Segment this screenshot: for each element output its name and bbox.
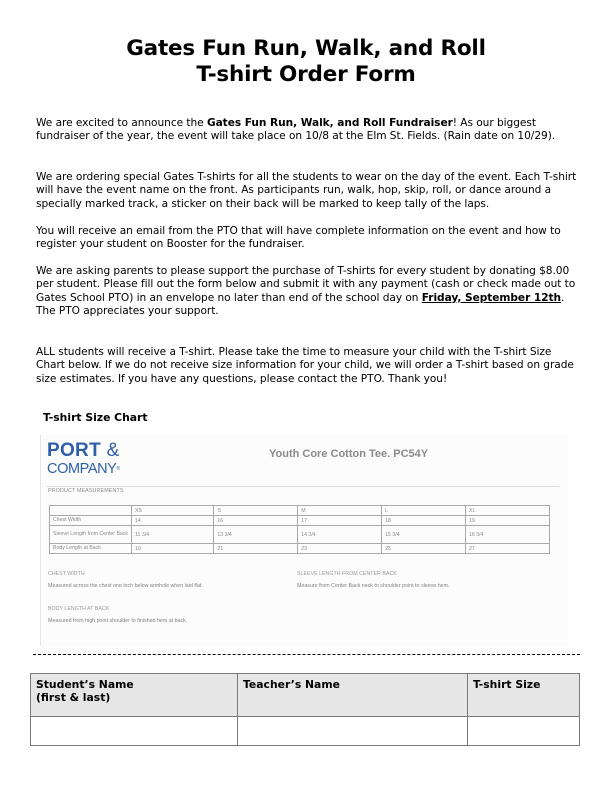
sleeve-length-heading: SLEEVE LENGTH FROM CENTER BACK [297,571,397,577]
order-entry-row [31,717,580,746]
size-cell: 18 [382,516,466,526]
student-name-header [31,674,238,717]
size-cell: 17 [298,516,382,526]
student-name-sublabel: (first & last) [36,691,111,704]
size-header-blank [50,506,132,516]
size-header-cell: S [214,506,298,516]
size-cell: 16 [214,516,298,526]
student-name-field[interactable] [31,717,238,746]
intro-paragraph [36,117,581,144]
size-header-cell: L [382,506,466,516]
logo-registered: ® [116,466,120,473]
donation-paragraph [36,265,581,319]
size-header-cell: XS [132,506,214,516]
page-title [0,36,612,88]
size-cell: 15 3/4 [382,526,466,544]
intro-text-rest: ! As our biggest fundraiser of the year, the event will take place on 10/8 at the Elm St. Fields. (Rain date on 10/29). [36,117,556,143]
intro-text: We are excited to announce the [36,117,207,129]
body-length-text: Measured from high point shoulder to finished hem at back. [48,618,188,624]
donation-text-rest: . The PTO appreciates your support. [36,291,565,318]
cut-line [33,654,580,655]
tshirt-paragraph: We are ordering special Gates T-shirts for all the students to wear on the day of the event. Each T-shirt will have the event name on the front. As participants run, walk, hop, skip, roll, or dance around a specially marked track, a sticker on their back will be marked to keep tally of the laps. [36,171,577,210]
size-header-cell: M [298,506,382,516]
chest-width-heading: CHEST WIDTH [48,571,85,577]
size-table [49,505,550,554]
size-row-label: Sleeve Length from Center Back [50,526,132,544]
size-header-cell: XL [466,506,550,516]
teacher-name-header: Teacher’s Name [238,674,468,717]
product-measurements-heading: PRODUCT MEASUREMENTS [48,488,124,494]
size-chart [40,435,569,646]
donation-text: We are asking parents to please support the purchase of T-shirts for every student by donating $8.00 per student. Please fill out the form below and submit it with any payment (cash or check made out to Gates School PTO) in an envelope no later than end of the school day on [36,265,576,304]
size-cell: 16 3/4 [466,526,550,544]
teacher-name-field[interactable] [238,717,468,746]
size-cell: 11 3/4 [132,526,214,544]
order-form-table [30,673,580,746]
size-cell: 19 [132,544,214,554]
size-cell: 25 [382,544,466,554]
size-row-chest [50,516,550,526]
size-cell: 19 [466,516,550,526]
sizing-paragraph: ALL students will receive a T-shirt. Please take the time to measure your child with the T-shirt Size Chart below. If we do not receive size information for your child, we will order a T-shirt based on grade size estimates. If you have any questions, please contact the PTO. Thank you! [36,346,574,385]
tshirt-size-field[interactable] [468,717,580,746]
title-line-2: T-shirt Order Form [196,62,416,87]
body-length-heading: BODY LENGTH AT BACK [48,606,110,612]
size-cell: 13 3/4 [214,526,298,544]
logo-port: PORT [47,440,101,461]
order-header-row [31,674,580,717]
logo-amp: & [106,440,120,461]
size-header-row [50,506,550,516]
size-cell: 27 [466,544,550,554]
fundraiser-name: Gates Fun Run, Walk, and Roll Fundraiser [206,117,453,129]
size-cell: 21 [214,544,298,554]
size-row-label: Chest Width [50,516,132,526]
size-row-sleeve [50,526,550,544]
size-row-label: Body Length at Back [50,544,132,554]
size-cell: 23 [298,544,382,554]
student-name-label: Student’s Name [36,678,134,691]
size-cell: 14 3/4 [298,526,382,544]
size-row-body [50,544,550,554]
sleeve-length-text: Measure from Center Back neck to shoulder point to sleeve hem. [297,583,450,589]
divider [47,486,559,487]
port-company-logo [47,440,120,477]
title-line-1: Gates Fun Run, Walk, and Roll [126,36,486,61]
chest-width-text: Measured across the chest one inch below armhole when laid flat. [48,583,203,589]
size-chart-label: T-shirt Size Chart [43,411,148,424]
email-paragraph: You will receive an email from the PTO that will have complete information on the event and how to register your student on Booster for the fundraiser. [36,225,561,251]
product-title: Youth Core Cotton Tee. PC54Y [269,448,429,460]
deadline-date: Friday, September 12th [421,291,562,304]
size-cell: 14 [132,516,214,526]
tshirt-size-header: T-shirt Size [468,674,580,717]
logo-company: COMPANY [47,461,117,477]
